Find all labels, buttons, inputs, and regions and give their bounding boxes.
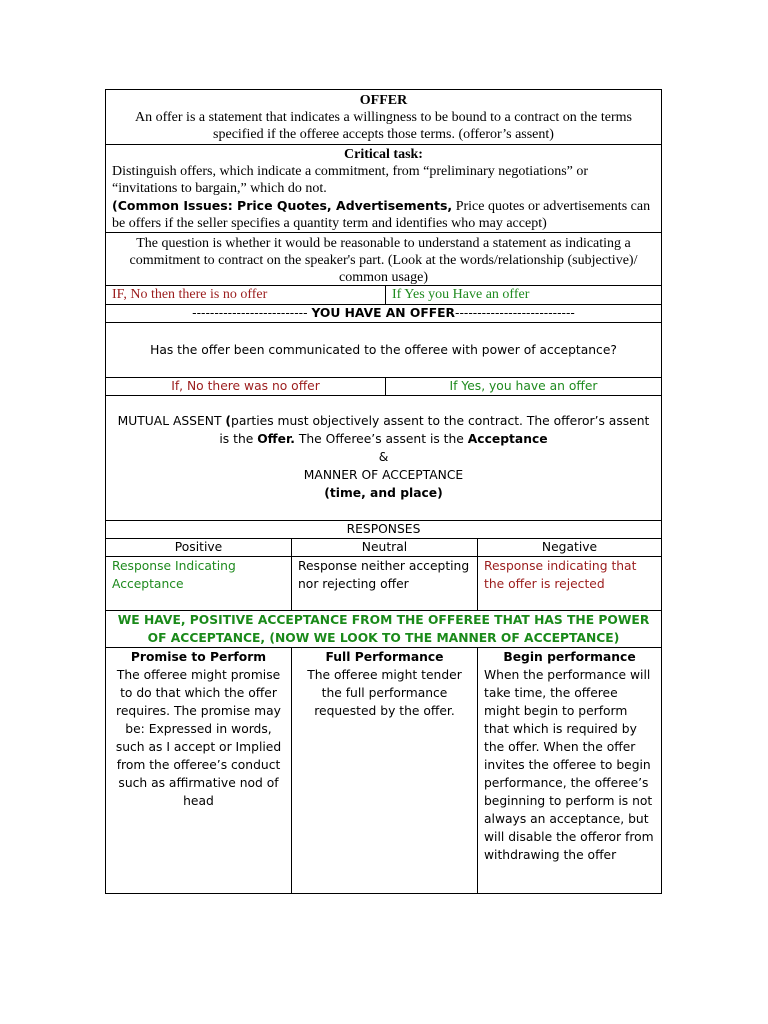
mutual-assent-text2: The Offeree’s assent is the — [294, 432, 468, 446]
begin-title: Begin performance — [503, 650, 636, 664]
branch-no-communication: If, No there was no offer — [106, 378, 386, 395]
mutual-assent-paren: ( — [225, 414, 232, 428]
communication-question-text: Has the offer been communicated to the offeree with power of acceptance? — [150, 343, 617, 357]
positive-acceptance-text: WE HAVE, POSITIVE ACCEPTANCE FROM THE OFFEREE THAT HAS THE POWER OF ACCEPTANCE, (NOW WE LOOK TO THE MANNER OF ACCEPTANCE) — [117, 613, 650, 645]
offer-word: Offer. — [257, 432, 295, 446]
offer-title: OFFER — [359, 93, 408, 108]
header-negative: Negative — [541, 540, 598, 554]
promise-to-perform-cell — [106, 648, 292, 893]
full-performance-cell — [292, 648, 478, 893]
divider-label: YOU HAVE AN OFFER — [311, 306, 456, 320]
response-negative: Response indicating that the offer is rejected — [484, 559, 637, 591]
promise-title: Promise to Perform — [130, 650, 267, 664]
you-have-an-offer-divider — [106, 305, 661, 323]
divider-dashes-left: -------------------------- — [192, 306, 312, 320]
full-text: The offeree might tender the full performance requested by the offer. — [307, 668, 462, 718]
common-issues — [112, 197, 655, 232]
response-neutral: Response neither accepting nor rejecting offer — [292, 557, 478, 610]
time-and-place: (time, and place) — [324, 486, 443, 500]
critical-task-title: Critical task: — [344, 147, 423, 162]
branch-no-offer: IF, No then there is no offer — [106, 286, 386, 304]
begin-text: When the performance will take time, the offeree might begin to perform that which is required by the offer. When the offer invites the offeree to begin performance, the offeree’s beginning to perform is not always an acceptance, but will disable the offeror from withdrawing the offer — [484, 668, 654, 862]
mutual-assent-text1: parties must objectively assent to the contract. The offeror’s assent is the — [219, 414, 650, 446]
responses-headers — [106, 539, 661, 557]
offer-section — [106, 90, 661, 145]
full-title: Full Performance — [325, 650, 444, 664]
promise-text: The offeree might promise to do that which the offer requires. The promise may be: Expressed in words, such as I accept or Implied from the offeree’s conduct such as affirmative nod of head — [115, 668, 282, 808]
responses-title — [106, 521, 661, 539]
branch-yes-communication: If Yes, you have an offer — [449, 379, 598, 393]
branch-communicated — [106, 378, 661, 396]
critical-task-section — [106, 145, 661, 233]
offer-flowchart-table — [105, 89, 662, 894]
begin-performance-cell — [478, 648, 661, 893]
acceptance-word: Acceptance — [467, 432, 548, 446]
response-positive: Response Indicating Acceptance — [106, 557, 292, 610]
offer-definition: An offer is a statement that indicates a willingness to be bound to a contract on the terms specified if the offeree accepts those terms. (offeror’s assent) — [135, 110, 632, 142]
mutual-assent-text — [116, 412, 651, 448]
communication-question — [106, 323, 661, 378]
branch-offer-exists — [106, 286, 661, 305]
reasonableness-question — [106, 233, 661, 286]
header-neutral: Neutral — [292, 539, 478, 556]
manner-of-acceptance-label: MANNER OF ACCEPTANCE — [303, 468, 464, 482]
mutual-assent-section — [106, 396, 661, 521]
common-issues-text: Price quotes or advertisements can be offers if the seller specifies a quantity term and identifies who may accept) — [112, 199, 651, 231]
critical-task-text: Distinguish offers, which indicate a commitment, from “preliminary negotiations” or “invitations to bargain,” which do not. — [112, 164, 589, 196]
branch-have-offer: If Yes you Have an offer — [392, 287, 530, 302]
ampersand: & — [378, 450, 389, 464]
header-positive: Positive — [106, 539, 292, 556]
reasonableness-question-text: The question is whether it would be reasonable to understand a statement as indicating a commitment to contract on the speaker's part. (Look at the words/relationship (subjective)/ common usage) — [129, 236, 638, 285]
divider-dashes-right: --------------------------- — [455, 306, 575, 320]
mutual-assent-label: MUTUAL ASSENT — [117, 414, 226, 428]
manner-columns — [106, 648, 661, 893]
common-issues-label: (Common Issues: Price Quotes, Advertisements, — [112, 198, 453, 213]
responses-content — [106, 557, 661, 611]
responses-title-text: RESPONSES — [346, 522, 421, 536]
positive-acceptance-banner — [106, 611, 661, 648]
